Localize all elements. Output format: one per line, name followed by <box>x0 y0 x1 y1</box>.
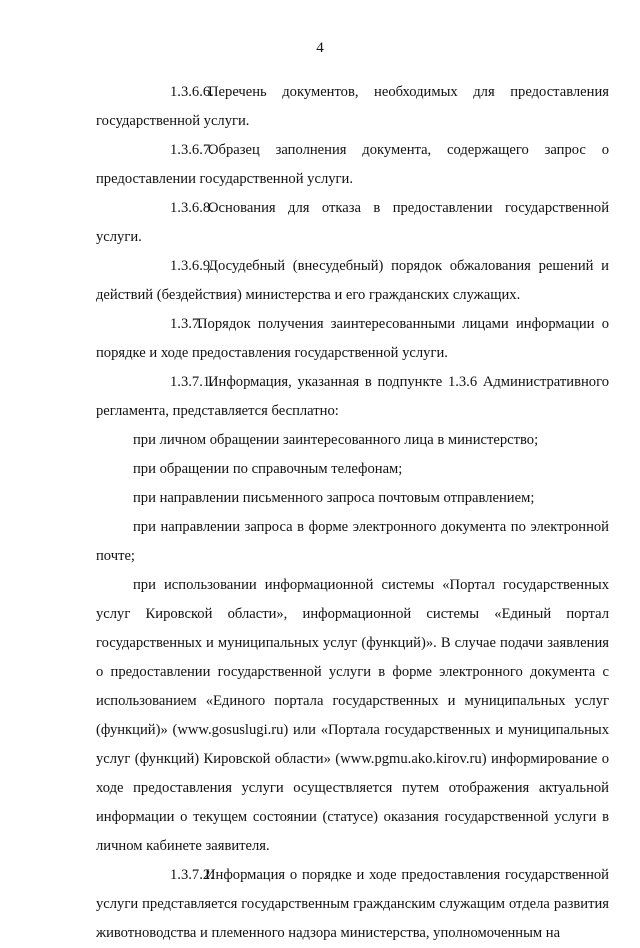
paragraph-1-3-6-7 <box>96 136 609 194</box>
paragraph-1-3-6-6 <box>96 78 609 136</box>
paragraph-text: при обращении по справочным телефонам; <box>133 461 403 477</box>
paragraph-text: при направлении письменного запроса почтовым отправлением; <box>133 490 535 506</box>
clause-number: 1.3.6.7. <box>170 142 214 158</box>
paragraph-text: Перечень документов, необходимых для предоставления государственной услуги. <box>96 84 609 129</box>
clause-number: 1.3.6.9. <box>170 258 214 274</box>
list-item <box>96 426 609 455</box>
page-number: 4 <box>316 40 324 56</box>
clause-number: 1.3.6.8. <box>170 200 214 216</box>
paragraph-1-3-7-1 <box>96 368 609 426</box>
list-item <box>96 455 609 484</box>
paragraph-text: Образец заполнения документа, содержащего запрос о предоставлении государственной услуги. <box>96 142 609 187</box>
paragraph-text: при личном обращении заинтересованного лица в министерство; <box>133 432 539 448</box>
clause-number: 1.3.6.6. <box>170 84 214 100</box>
list-item <box>96 484 609 513</box>
clause-number: 1.3.7.2. <box>170 867 214 883</box>
paragraph-text: при использовании информационной системы «Портал государственных услуг Кировской области», информационной системы «Единый портал государственных и муниципальных услуг (функций)». В случае подачи заявления о предоставлении государственной услуги в форме электронного документа с использованием «Единого портала государственных и муниципальных услуг (функций)» (www.gosuslugi.ru) или «Портала государственных и муниципальных услуг (функций) Кировской области» (www.pgmu.ako.kirov.ru) информирование о ходе предоставления услуги осуществляется путем отображения актуальной информации о текущем состоянии (статусе) оказания государственной услуги в личном кабинете заявителя. <box>96 577 609 854</box>
clause-number: 1.3.7. <box>170 316 203 332</box>
clause-number: 1.3.7.1. <box>170 374 214 390</box>
document-body <box>96 78 609 948</box>
paragraph-text: Досудебный (внесудебный) порядок обжалования решений и действий (бездействия) министерства и его гражданских служащих. <box>96 258 609 303</box>
paragraph-text: Порядок получения заинтересованными лицами информации о порядке и ходе предоставления государственной услуги. <box>96 316 609 361</box>
paragraph-text: Информация, указанная в подпункте 1.3.6 Административного регламента, представляется бесплатно: <box>96 374 609 419</box>
list-item <box>96 513 609 571</box>
paragraph-text: при направлении запроса в форме электронного документа по электронной почте; <box>96 519 609 564</box>
paragraph-1-3-6-8 <box>96 194 609 252</box>
list-item <box>96 571 609 861</box>
paragraph-text: Информация о порядке и ходе предоставления государственной услуги представляется государственным гражданским служащим отдела развития животноводства и племенного надзора министерства, уполномоченным на <box>96 867 609 941</box>
paragraph-1-3-7 <box>96 310 609 368</box>
paragraph-1-3-6-9 <box>96 252 609 310</box>
paragraph-text: Основания для отказа в предоставлении государственной услуги. <box>96 200 609 245</box>
